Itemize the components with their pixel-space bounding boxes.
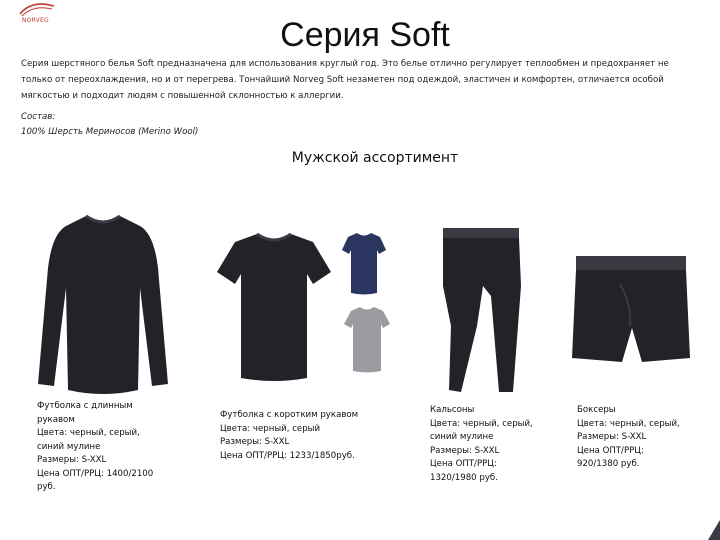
- product-caption-short-sleeve: [220, 409, 380, 463]
- intro-line: только от переохлаждения, но и от перегрева. Тончайший Norveg Soft незаметен под одеждой, эластичен и комфортен, отличается особой: [21, 75, 664, 85]
- caption-line: Размеры: S-XXL: [220, 437, 290, 447]
- intro-line: Серия шерстяного белья Soft предназначена для использования круглый год. Это белье отлично регулирует теплообмен и предохраняет не: [21, 59, 669, 69]
- caption-line: 1320/1980 руб.: [430, 472, 498, 483]
- intro-line: мягкостью и подходит людям с повышенной склонностью к аллергии.: [21, 91, 344, 101]
- long-johns-image: [437, 226, 527, 394]
- product-caption-boxers: [577, 404, 707, 472]
- caption-line: Футболка с коротким рукавом: [220, 410, 359, 420]
- navy-tee-thumbnail: [342, 230, 386, 296]
- caption-line: руб.: [37, 482, 56, 492]
- section-title: Мужской ассортимент: [291, 150, 459, 166]
- composition-value: 100% Шерсть Мериносов (Merino Wool): [21, 127, 199, 137]
- caption-line: Цена ОПТ/РРЦ:: [577, 445, 644, 456]
- caption-line: Цвета: черный, серый: [220, 423, 321, 434]
- caption-line: Цена ОПТ/РРЦ: 1400/2100: [37, 468, 154, 479]
- caption-line: синий мулине: [430, 432, 494, 442]
- caption-line: Цвета: черный, серый,: [430, 418, 533, 429]
- caption-line: синий мулине: [37, 441, 101, 452]
- boxers-image: [570, 254, 692, 366]
- product-caption-long-johns: [430, 404, 550, 485]
- caption-line: Боксеры: [577, 405, 616, 415]
- caption-line: Кальсоны: [430, 405, 475, 415]
- long-sleeve-shirt-image: [28, 208, 178, 398]
- composition-label: Состав:: [21, 112, 56, 122]
- caption-line: Размеры: S-XXL: [577, 432, 647, 442]
- caption-line: рукавом: [37, 414, 75, 425]
- product-caption-long-sleeve: [37, 400, 177, 495]
- intro-paragraph: [21, 56, 693, 104]
- caption-line: Размеры: S-XXL: [37, 455, 107, 465]
- caption-line: Футболка с длинным: [37, 401, 133, 411]
- caption-line: Цена ОПТ/РРЦ: 1233/1850руб.: [220, 450, 355, 461]
- caption-line: Цена ОПТ/РРЦ:: [430, 459, 497, 469]
- caption-line: Цвета: черный, серый,: [37, 428, 140, 438]
- grey-tee-thumbnail: [344, 304, 390, 374]
- logo-text: NORVEG: [22, 17, 49, 24]
- page-corner-decoration: [706, 520, 720, 540]
- short-sleeve-shirt-image: [215, 228, 333, 384]
- caption-line: 920/1380 руб.: [577, 459, 640, 469]
- page-title: Серия Soft: [280, 16, 450, 54]
- caption-line: Размеры: S-XXL: [430, 445, 500, 456]
- caption-line: Цвета: черный, серый,: [577, 418, 680, 429]
